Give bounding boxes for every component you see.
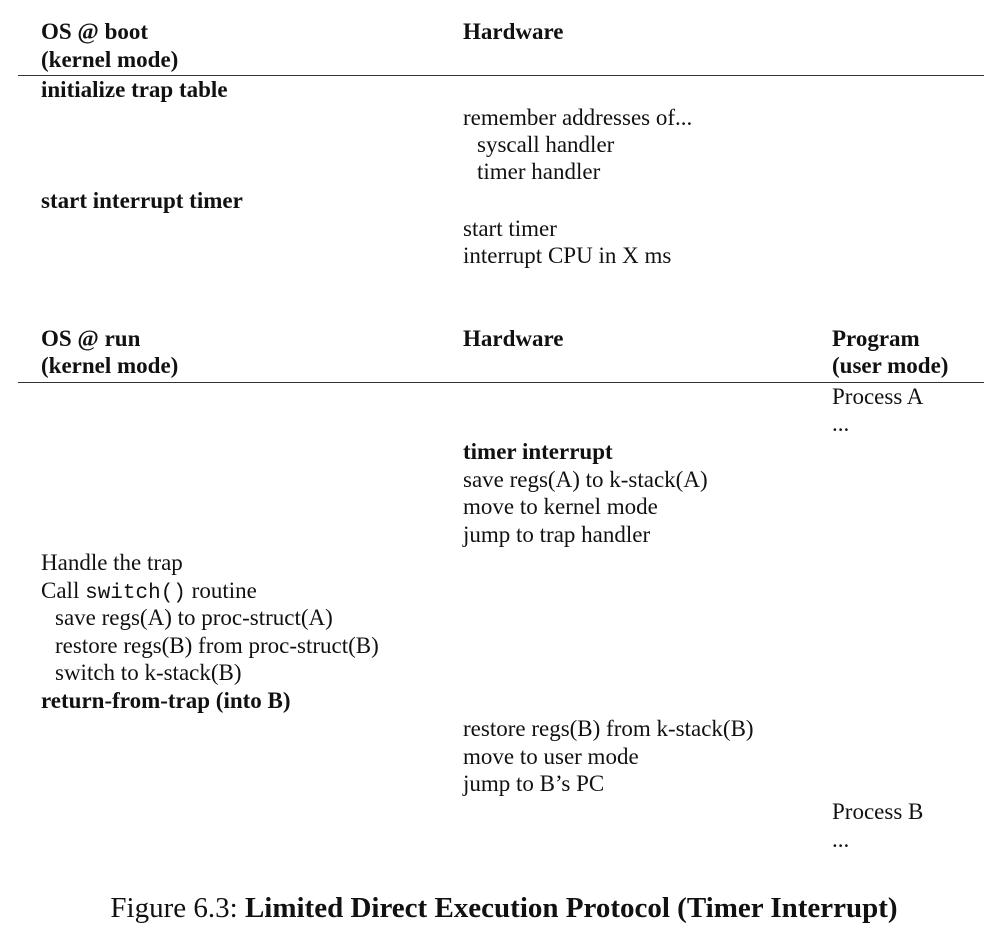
table1-hw-interrupt-cpu: interrupt CPU in X ms (463, 243, 672, 268)
table2-hw-timer-interrupt: timer interrupt (463, 439, 613, 464)
table2-hw-move-to-user-mode: move to user mode (463, 744, 639, 769)
table2-program-process-b: Process B (832, 799, 924, 824)
table1-hw-timer-handler: timer handler (477, 159, 601, 184)
table2-hardware-header: Hardware (463, 326, 564, 351)
table1-hw-remember-addresses: remember addresses of... (463, 105, 693, 130)
table2-program-process-a: Process A (832, 384, 924, 409)
table2-program-process-b-ellipsis: ... (832, 827, 850, 852)
table2-hw-save-regs: save regs(A) to k-stack(A) (463, 467, 708, 492)
table1-hardware-header: Hardware (463, 19, 564, 44)
figure-caption (0, 890, 1008, 926)
table2-hw-jump-to-pc: jump to B’s PC (463, 771, 605, 796)
table1-hw-start-timer: start timer (463, 216, 557, 241)
table2-os-handle-the-trap: Handle the trap (41, 550, 183, 575)
switch-code: switch() (85, 582, 186, 605)
table2-os-restore-regs: restore regs(B) from proc-struct(B) (55, 633, 379, 658)
figure-caption-title: Limited Direct Execution Protocol (Timer Interrupt) (244, 892, 898, 924)
table1-os-initialize-trap-table: initialize trap table (41, 77, 228, 102)
table2-program-header-line1: Program (832, 326, 920, 351)
table2-hw-jump-to-trap-handler: jump to trap handler (463, 522, 651, 547)
table1-os-start-interrupt-timer: start interrupt timer (41, 188, 243, 213)
call-suffix: routine (185, 578, 257, 603)
table1-os-header-line2: (kernel mode) (41, 47, 179, 72)
table2-program-header-line2: (user mode) (832, 353, 949, 378)
figure-caption-prefix: Figure 6.3: (110, 892, 245, 924)
table2-program-process-a-ellipsis: ... (832, 411, 850, 436)
table2-hw-restore-regs: restore regs(B) from k-stack(B) (463, 716, 754, 741)
table2-os-return-from-trap: return-from-trap (into B) (41, 688, 291, 713)
call-prefix: Call (41, 578, 86, 603)
table2-hw-move-to-kernel-mode: move to kernel mode (463, 494, 658, 519)
table2-os-save-regs: save regs(A) to proc-struct(A) (55, 605, 333, 630)
table1-hw-syscall-handler: syscall handler (477, 132, 615, 157)
table2-os-switch-kstack: switch to k-stack(B) (55, 660, 242, 685)
table1-os-header-line1: OS @ boot (41, 19, 149, 44)
table2-os-header-line1: OS @ run (41, 326, 141, 351)
table2-os-header-line2: (kernel mode) (41, 353, 179, 378)
